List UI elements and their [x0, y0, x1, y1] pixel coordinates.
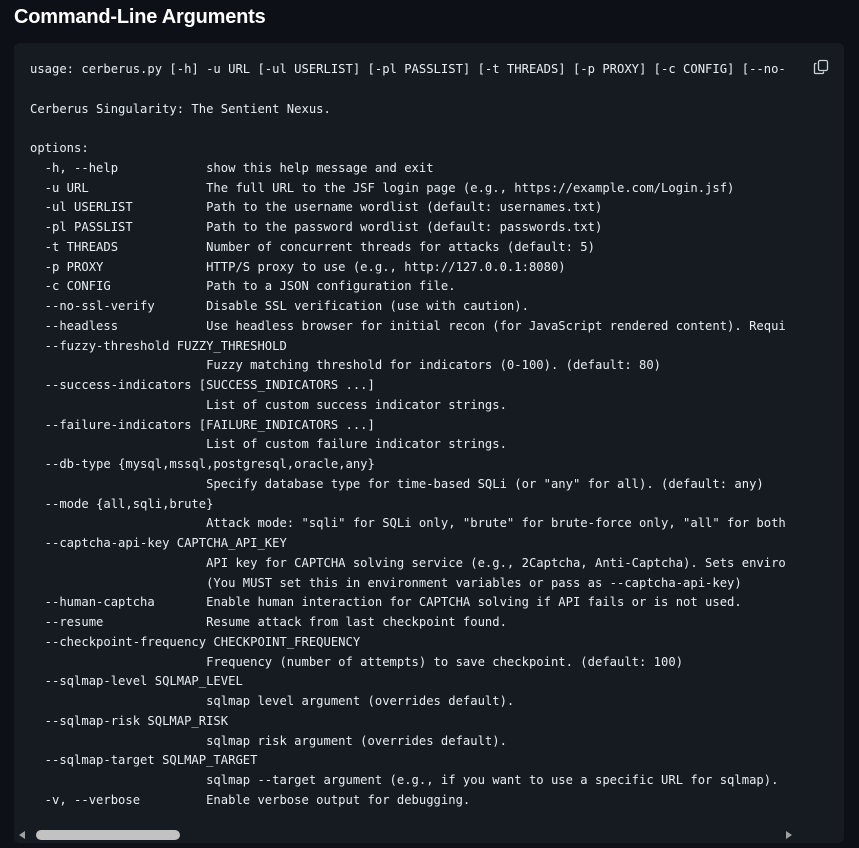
- code-line: --sqlmap-target SQLMAP_TARGET: [30, 753, 258, 768]
- code-line: --resume Resume attack from last checkpoint found.: [30, 615, 507, 629]
- code-line: Attack mode: "sqli" for SQLi only, "brute" for brute-force only, "all" for both: [30, 516, 786, 531]
- code-line: --no-ssl-verify Disable SSL verification (use with caution).: [30, 299, 529, 313]
- code-line: --human-captcha Enable human interaction for CAPTCHA solving if API fails or is not used.: [30, 595, 742, 610]
- code-line: -ul USERLIST Path to the username wordlist (default: usernames.txt): [30, 200, 603, 215]
- section-heading: Command-Line Arguments: [14, 6, 266, 28]
- scroll-left-arrow-icon[interactable]: [19, 831, 25, 839]
- scroll-right-arrow-icon[interactable]: [786, 831, 792, 839]
- code-line: --db-type {mysql,mssql,postgresql,oracle,any}: [30, 457, 375, 471]
- code-line: -v, --verbose Enable verbose output for debugging.: [30, 792, 471, 807]
- code-line: sqlmap level argument (overrides default).: [30, 694, 515, 708]
- code-line: -h, --help show this help message and exit: [30, 160, 434, 175]
- code-line: --fuzzy-threshold FUZZY_THRESHOLD: [30, 338, 287, 353]
- code-line: --failure-indicators [FAILURE_INDICATORS ...]: [30, 417, 375, 432]
- code-line: List of custom failure indicator strings.: [30, 437, 507, 452]
- code-line: API key for CAPTCHA solving service (e.g., 2Captcha, Anti-Captcha). Sets enviro: [30, 555, 786, 570]
- code-line: Fuzzy matching threshold for indicators (0-100). (default: 80): [30, 358, 662, 373]
- code-line: Cerberus Singularity: The Sentient Nexus.: [30, 101, 331, 116]
- code-line: List of custom success indicator strings.: [30, 397, 507, 412]
- code-block: [14, 43, 844, 843]
- code-line: -c CONFIG Path to a JSON configuration file.: [30, 279, 456, 294]
- code-line: Specify database type for time-based SQLi (or "any" for all). (default: any): [30, 476, 764, 491]
- code-text: [30, 60, 786, 811]
- code-line: --checkpoint-frequency CHECKPOINT_FREQUENCY: [30, 634, 361, 649]
- code-line: Frequency (number of attempts) to save checkpoint. (default: 100): [30, 654, 684, 669]
- code-line: usage: cerberus.py [-h] -u URL [-ul USERLIST] [-pl PASSLIST] [-t THREADS] [-p PROXY] [-c CONFIG] [--no-: [30, 62, 786, 76]
- copy-button[interactable]: [810, 56, 832, 78]
- code-line: options:: [30, 141, 89, 155]
- code-line: sqlmap --target argument (e.g., if you want to use a specific URL for sqlmap).: [30, 773, 779, 787]
- code-line: --captcha-api-key CAPTCHA_API_KEY: [30, 536, 287, 550]
- code-line: sqlmap risk argument (overrides default).: [30, 733, 507, 748]
- code-line: --success-indicators [SUCCESS_INDICATORS ...]: [30, 378, 375, 392]
- code-line: --sqlmap-level SQLMAP_LEVEL: [30, 674, 243, 689]
- code-line: --sqlmap-risk SQLMAP_RISK: [30, 713, 229, 728]
- code-scroll-area[interactable]: [14, 43, 844, 827]
- code-line: -p PROXY HTTP/S proxy to use (e.g., http://127.0.0.1:8080): [30, 259, 566, 274]
- copy-icon: [813, 59, 829, 75]
- code-line: --headless Use headless browser for initial recon (for JavaScript rendered content). Requi: [30, 318, 786, 333]
- horizontal-scrollbar[interactable]: [14, 827, 844, 843]
- code-line: -t THREADS Number of concurrent threads for attacks (default: 5): [30, 239, 595, 254]
- code-line: (You MUST set this in environment variables or pass as --captcha-api-key): [30, 575, 742, 590]
- code-line: --mode {all,sqli,brute}: [30, 496, 214, 511]
- code-line: -pl PASSLIST Path to the password wordlist (default: passwords.txt): [30, 220, 603, 234]
- scrollbar-thumb[interactable]: [36, 830, 180, 840]
- code-line: -u URL The full URL to the JSF login page (e.g., https://example.com/Login.jsf): [30, 180, 735, 195]
